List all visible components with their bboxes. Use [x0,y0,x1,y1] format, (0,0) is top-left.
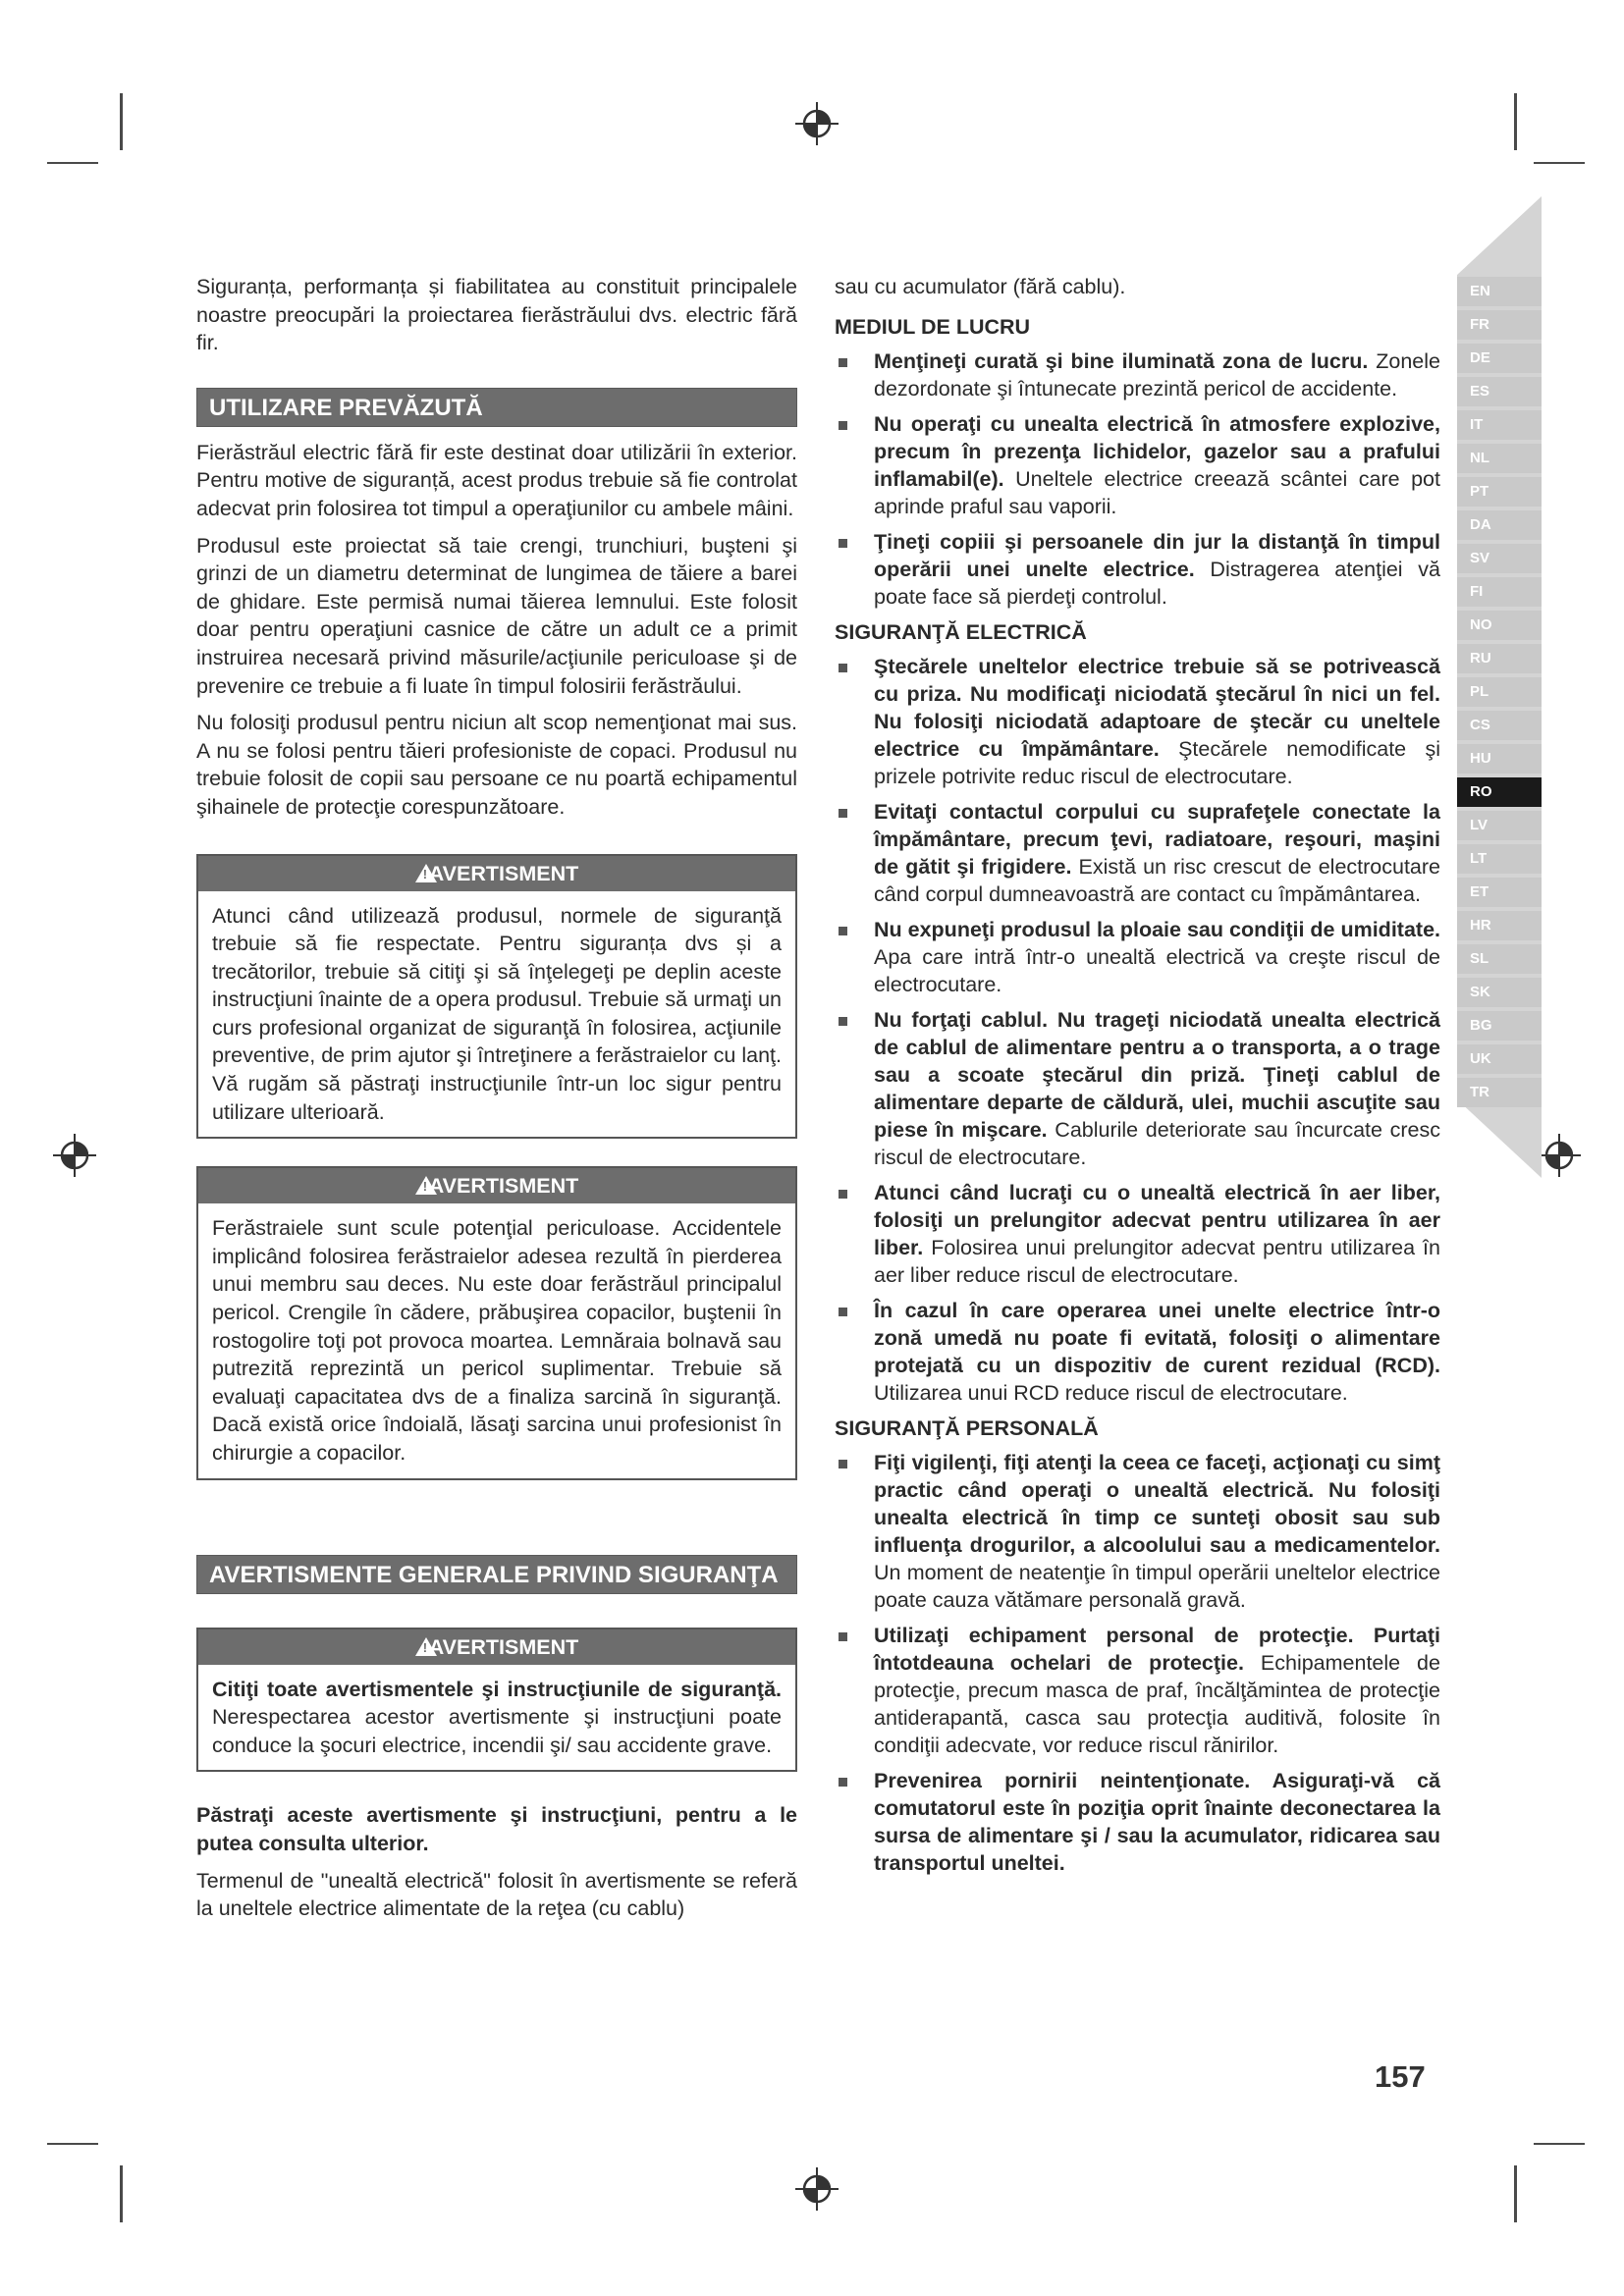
language-tab-da[interactable]: DA [1457,510,1542,540]
crop-mark [47,162,98,164]
warning-box [196,854,797,1140]
bullet-item: Fiţi vigilenţi, fiţi atenţi la ceea ce faceţi, acţionaţi cu simţ practic când operaţi o unealtă electrică. Nu folosiţi unealta electrică în timp ce sunteţi obosit sau sub influenţa drogurilor, a alcoolului sau a medicamentelor. Un moment de neatenţie în timpul operării uneltelor electrice poate cauza vătămare personală gravă. [835,1449,1440,1614]
language-tab-strip [1457,196,1542,1178]
intended-use-paragraph: Fierăstrăul electric fără fir este destinat doar utilizării în exterior. Pentru motive de siguranță, acest produs trebuie să fie controlat adecvat prin folosirea tot timpul a operaţiunilor cu ambele mâini. [196,440,797,520]
electrical-safety-heading: SIGURANŢĂ ELECTRICĂ [835,619,1087,644]
registration-mark-icon [53,1134,96,1177]
bullet-item: Nu forţaţi cablul. Nu trageţi niciodată unealta electrică de cablul de alimentare pentru a o transporta, a o trage sau a scoate ştecărul din priză. Ţineţi cablul de alimentare departe de căldură, ulei, muchii ascuţite sau piese în mişcare. Cablurile deteriorate sau încurcate cresc riscul de electrocutare. [835,1006,1440,1171]
bullet-item: Menţineţi curată şi bine iluminată zona de lucru. Zonele dezordonate şi întunecate prezintă pericol de accidente. [835,347,1440,402]
language-tab-pl[interactable]: PL [1457,677,1542,707]
language-tab-de[interactable]: DE [1457,344,1542,373]
language-tab-et[interactable]: ET [1457,878,1542,907]
intended-use-paragraph: Produsul este proiectat să taie crengi, trunchiuri, buşteni şi grinzi de un diametru determinat de lungimea de tăiere a barei de ghidare. Este permisă numai tăierea lemnului. Este folosit doar pentru operaţiuni casnice de către un adult ce a primit instruirea necesară privind măsurile/acţiunile periculoase şi de prevenire ce trebuie a fi luate în timpul folosirii ferăstrăului. [196,533,797,698]
keep-instructions-note: Păstraţi aceste avertismente şi instrucţiuni, pentru a le putea consulta ulterior. [196,1803,797,1855]
right-column [835,273,1440,1887]
language-tab-cs[interactable]: CS [1457,711,1542,740]
continuation-text: sau cu acumulator (fără cablu). [835,275,1126,298]
warning-text: Atunci când utilizează produsul, normele de siguranţă trebuie să fie respectate. Pentru siguranța dvs și a trecătorilor, trebuie să citiţi şi să înţelegeţi pe deplin aceste instrucţiuni înainte de a opera produsul. Trebuie să urmaţi un curs profesional organizat de siguranţă în folosirea, acţiunile preventive, de prim ajutor şi întreţinere a ferăstraielor cu lanţ. Vă rugăm să păstraţi instrucţiunile într-un loc sigur pentru utilizare ulterioară. [212,903,782,1124]
bullet-item: Prevenirea pornirii neintenţionate. Asiguraţi-vă că comutatorul este în poziţia oprit înainte deconectarea la sursa de alimentare şi / sau la acumulator, ridicarea sau transportul uneltei. [835,1767,1440,1877]
bullet-item: Evitaţi contactul corpului cu suprafeţele conectate la împământare, precum ţevi, radiatoare, reşouri, maşini de gătit şi frigidere. Există un risc crescut de electrocutare când corpul dumneavoastră are contact cu împământarea. [835,798,1440,908]
crop-mark [47,2143,98,2145]
registration-mark-icon [795,2167,839,2211]
left-column [196,273,797,1932]
language-tab-es[interactable]: ES [1457,377,1542,406]
language-tab-sk[interactable]: SK [1457,978,1542,1007]
language-tab-ro[interactable]: RO [1457,777,1542,807]
registration-mark-icon [795,102,839,145]
electrical-safety-list [835,653,1440,1407]
warning-icon: ! [415,1176,437,1195]
language-tab-sl[interactable]: SL [1457,944,1542,974]
bullet-item: În cazul în care operarea unei unelte electrice într-o zonă umedă nu poate fi evitată, folosiţi o alimentare protejată cu un dispozitiv de curent rezidual (RCD). Utilizarea unui RCD reduce riscul de electrocutare. [835,1297,1440,1407]
crop-mark [120,2165,123,2222]
language-tab-sv[interactable]: SV [1457,544,1542,573]
warning-text: Ferăstraiele sunt scule potenţial periculoase. Accidentele implicând folosirea ferăstraielor adesea rezultă în pierderea unui membru sau deces. Nu este doar ferăstrăul principalul pericol. Crengile în cădere, prăbuşirea copacilor, buştenii în rostogolire toţi pot provoca moartea. Lemnăraia bolnavă sau putrezită reprezintă un pericol suplimentar. Trebuie să evaluaţi capacitatea dvs de a finaliza sarcină în siguranţă. Dacă există orice îndoială, lăsaţi sarcina unui profesionist în chirurgie a copacilor. [212,1216,782,1465]
personal-safety-heading: SIGURANŢĂ PERSONALĂ [835,1415,1099,1440]
registration-mark-icon [1538,1134,1581,1177]
crop-mark [120,93,123,150]
language-tab-lv[interactable]: LV [1457,811,1542,840]
language-tab-ru[interactable]: RU [1457,644,1542,673]
language-tab-bg[interactable]: BG [1457,1011,1542,1041]
warning-box [196,1628,797,1773]
intended-use-paragraph: Nu folosiţi produsul pentru niciun alt scop nemenţionat mai sus. A nu se folosi pentru tăieri profesioniste de copaci. Produsul nu trebuie folosit de copii sau persoane ce nu poartă echipamentul şihainele de protecţie corespunzătoare. [196,711,797,819]
language-tab-fr[interactable]: FR [1457,310,1542,340]
crop-mark [1514,93,1517,150]
personal-safety-list [835,1449,1440,1877]
bullet-item: Nu expuneţi produsul la ploaie sau condiţii de umiditate. Apa care intră într-o unealtă electrică va creşte riscul de electrocutare. [835,916,1440,998]
language-tab-fi[interactable]: FI [1457,577,1542,607]
language-tab-it[interactable]: IT [1457,410,1542,440]
work-area-list [835,347,1440,611]
warning-box [196,1166,797,1479]
language-tab-en[interactable]: EN [1457,277,1542,306]
power-tool-term-note: Termenul de "unealtă electrică" folosit în avertismente se referă la uneltele electrice alimentate de la reţea (cu cablu) [196,1868,797,1921]
language-tab-pt[interactable]: PT [1457,477,1542,507]
bullet-item: Nu operaţi cu unealta electrică în atmosfere explozive, precum în prezenţa lichidelor, gazelor sau a prafului inflamabil(e). Uneltele electrice creează scântei care pot aprinde praful sau vaporii. [835,410,1440,520]
language-tab-nl[interactable]: NL [1457,444,1542,473]
bullet-item: Ţineţi copiii şi persoanele din jur la distanţă în timpul operării unei unelte electrice. Distragerea atenţiei vă poate face să pierdeţi controlul. [835,528,1440,611]
warning-icon: ! [415,1637,437,1656]
warning-heading: ! AVERTISMENT [198,1629,795,1665]
work-area-heading: MEDIUL DE LUCRU [835,314,1031,339]
section-heading-intended-use: UTILIZARE PREVĂZUTĂ [196,388,797,427]
warning-text: Citiţi toate avertismentele şi instrucţiunile de siguranţă. Nerespectarea acestor avertismente şi instrucţiuni poate conduce la şocuri electrice, incendii şi/ sau accidente grave. [212,1677,782,1757]
language-tab-lt[interactable]: LT [1457,844,1542,874]
language-tab-tr[interactable]: TR [1457,1078,1542,1107]
section-heading-general-safety: AVERTISMENTE GENERALE PRIVIND SIGURANŢA [196,1555,797,1594]
bullet-item: Utilizaţi echipament personal de protecţie. Purtaţi întotdeauna ochelari de protecţie. Echipamentele de protecţie, precum masca de praf, încălţămintea de protecţie antiderapantă, casca sau protecţia auditivă, folosite în condiţii adecvate, vor reduce riscul rănirilor. [835,1622,1440,1759]
language-tab-uk[interactable]: UK [1457,1044,1542,1074]
crop-mark [1534,162,1585,164]
page-number: 157 [1375,2059,1426,2094]
bullet-item: Atunci când lucraţi cu o unealtă electrică în aer liber, folosiţi un prelungitor adecvat pentru utilizarea în aer liber. Folosirea unui prelungitor adecvat pentru utilizarea în aer liber reduce riscul de electrocutare. [835,1179,1440,1289]
crop-mark [1534,2143,1585,2145]
warning-icon: ! [415,864,437,882]
crop-mark [1514,2165,1517,2222]
bullet-item: Ştecărele uneltelor electrice trebuie să se potrivească cu priza. Nu modificaţi niciodată ştecărul în nici un fel. Nu folosiţi niciodată adaptoare de ştecăr cu uneltele electrice cu împământare. Ştecărele nemodificate şi prizele potrivite reduc riscul de electrocutare. [835,653,1440,790]
warning-heading: ! AVERTISMENT [198,1168,795,1203]
intro-paragraph: Siguranța, performanța și fiabilitatea au constituit principalele noastre preocupări la proiectarea fierăstrăului dvs. electric fără fir. [196,275,797,355]
language-tab-no[interactable]: NO [1457,611,1542,640]
language-tab-hu[interactable]: HU [1457,744,1542,774]
warning-heading: ! AVERTISMENT [198,856,795,891]
language-tab-hr[interactable]: HR [1457,911,1542,940]
